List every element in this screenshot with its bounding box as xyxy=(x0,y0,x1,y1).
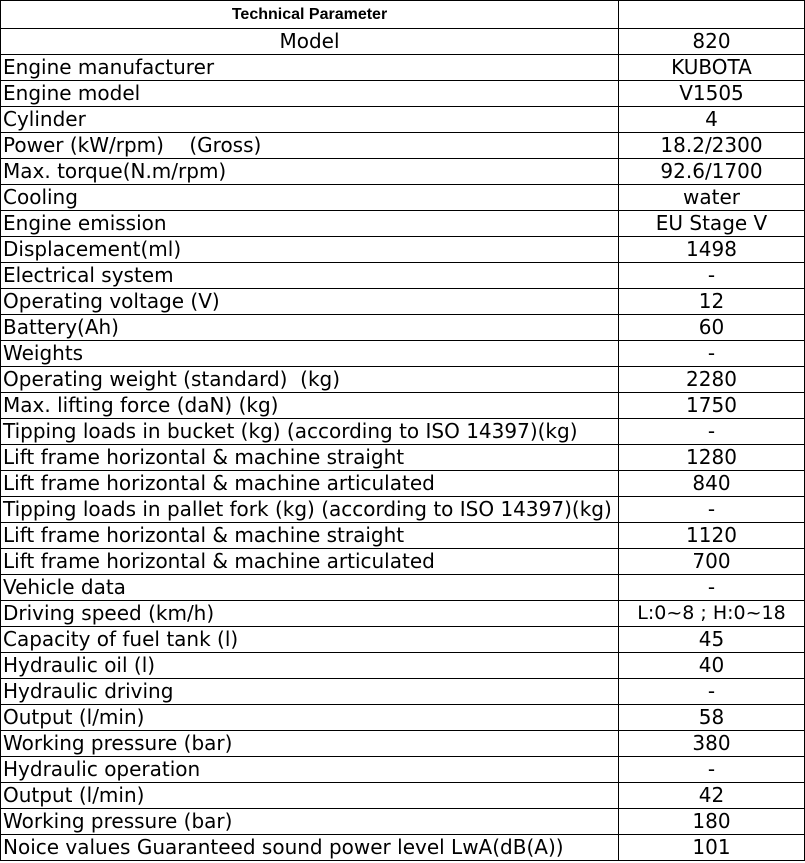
model-row xyxy=(1,29,805,55)
table-row xyxy=(1,393,805,419)
row-value: KUBOTA xyxy=(619,55,805,81)
row-value: - xyxy=(619,679,805,705)
row-label: Displacement(ml) xyxy=(1,237,619,263)
row-value: 4 xyxy=(619,107,805,133)
row-value: 92.6/1700 xyxy=(619,159,805,185)
table-row xyxy=(1,679,805,705)
table-row xyxy=(1,601,805,627)
table-row xyxy=(1,315,805,341)
row-label: Cylinder xyxy=(1,107,619,133)
row-value: 1120 xyxy=(619,523,805,549)
table-row xyxy=(1,471,805,497)
table-row xyxy=(1,835,805,861)
table-row xyxy=(1,367,805,393)
row-value: - xyxy=(619,497,805,523)
row-value: V1505 xyxy=(619,81,805,107)
row-label: Cooling xyxy=(1,185,619,211)
table-header-row xyxy=(1,1,805,29)
row-label: Max. lifting force (daN) (kg) xyxy=(1,393,619,419)
row-value: 12 xyxy=(619,289,805,315)
table-row xyxy=(1,575,805,601)
row-value: 840 xyxy=(619,471,805,497)
row-value: 1280 xyxy=(619,445,805,471)
row-label: Hydraulic driving xyxy=(1,679,619,705)
row-label: Electrical system xyxy=(1,263,619,289)
row-value: 18.2/2300 xyxy=(619,133,805,159)
table-row xyxy=(1,55,805,81)
table-row xyxy=(1,783,805,809)
table-row xyxy=(1,627,805,653)
row-value: 380 xyxy=(619,731,805,757)
row-label: Working pressure (bar) xyxy=(1,731,619,757)
table-row xyxy=(1,731,805,757)
table-row xyxy=(1,211,805,237)
row-value: 1750 xyxy=(619,393,805,419)
table-row xyxy=(1,809,805,835)
row-value: 58 xyxy=(619,705,805,731)
row-label: Lift frame horizontal & machine straight xyxy=(1,445,619,471)
row-value: 40 xyxy=(619,653,805,679)
row-label: Tipping loads in pallet fork (kg) (according to ISO 14397)(kg) xyxy=(1,497,619,523)
row-value: - xyxy=(619,575,805,601)
table-row xyxy=(1,705,805,731)
row-label: Output (l/min) xyxy=(1,705,619,731)
row-label: Tipping loads in bucket (kg) (according to ISO 14397)(kg) xyxy=(1,419,619,445)
row-label: Operating weight (standard) (kg) xyxy=(1,367,619,393)
row-value: 45 xyxy=(619,627,805,653)
row-label: Battery(Ah) xyxy=(1,315,619,341)
table-row xyxy=(1,549,805,575)
row-value: 60 xyxy=(619,315,805,341)
row-value: EU Stage V xyxy=(619,211,805,237)
row-value: - xyxy=(619,757,805,783)
row-label: Operating voltage (V) xyxy=(1,289,619,315)
row-label: Hydraulic operation xyxy=(1,757,619,783)
row-label: Power (kW/rpm) (Gross) xyxy=(1,133,619,159)
row-value: 1498 xyxy=(619,237,805,263)
table-row xyxy=(1,341,805,367)
table-title: Technical Parameter xyxy=(1,1,619,29)
model-label: Model xyxy=(1,29,619,55)
row-value: L:0~8 ; H:0~18 xyxy=(619,601,805,627)
row-label: Engine emission xyxy=(1,211,619,237)
table-row xyxy=(1,419,805,445)
table-row xyxy=(1,497,805,523)
row-value: 700 xyxy=(619,549,805,575)
row-label: Output (l/min) xyxy=(1,783,619,809)
row-label: Hydraulic oil (l) xyxy=(1,653,619,679)
row-value: - xyxy=(619,263,805,289)
table-row xyxy=(1,653,805,679)
row-value: 2280 xyxy=(619,367,805,393)
table-row xyxy=(1,237,805,263)
row-label: Max. torque(N.m/rpm) xyxy=(1,159,619,185)
table-row xyxy=(1,445,805,471)
row-label: Engine model xyxy=(1,81,619,107)
table-row xyxy=(1,757,805,783)
row-label: Lift frame horizontal & machine straight xyxy=(1,523,619,549)
row-value: water xyxy=(619,185,805,211)
row-label: Working pressure (bar) xyxy=(1,809,619,835)
row-label: Noice values Guaranteed sound power level LwA(dB(A)) xyxy=(1,835,619,861)
model-value: 820 xyxy=(619,29,805,55)
row-label: Vehicle data xyxy=(1,575,619,601)
row-label: Capacity of fuel tank (l) xyxy=(1,627,619,653)
header-blank-cell xyxy=(619,1,805,29)
row-value: - xyxy=(619,419,805,445)
row-label: Lift frame horizontal & machine articulated xyxy=(1,471,619,497)
row-label: Engine manufacturer xyxy=(1,55,619,81)
row-value: 180 xyxy=(619,809,805,835)
table-row xyxy=(1,133,805,159)
row-value: 42 xyxy=(619,783,805,809)
table-row xyxy=(1,523,805,549)
table-row xyxy=(1,289,805,315)
row-label: Weights xyxy=(1,341,619,367)
row-value: - xyxy=(619,341,805,367)
table-row xyxy=(1,107,805,133)
table-row xyxy=(1,185,805,211)
table-row xyxy=(1,159,805,185)
row-label: Driving speed (km/h) xyxy=(1,601,619,627)
table-row xyxy=(1,263,805,289)
row-label: Lift frame horizontal & machine articulated xyxy=(1,549,619,575)
table-row xyxy=(1,81,805,107)
row-value: 101 xyxy=(619,835,805,861)
